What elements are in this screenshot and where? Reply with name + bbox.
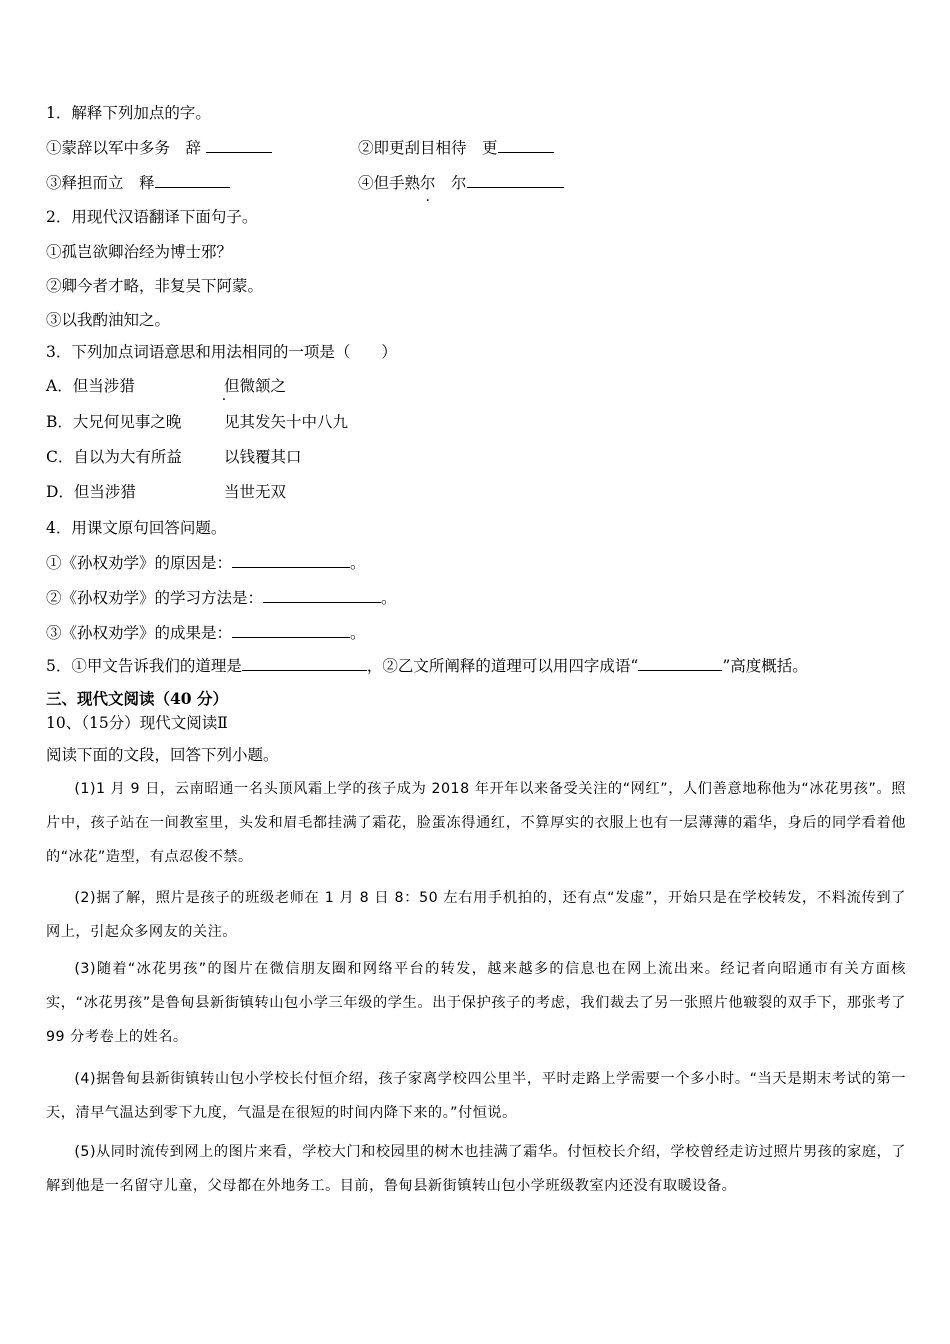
q3-option-c[interactable]: C．自以为大有所益 xyxy=(46,448,182,466)
article-paragraph-4: (4)据鲁甸县新街镇转山包小学校长付恒介绍，孩子家离学校四公里半，平时走路上学需要一个多小时。“当天是期末考试的第一天，清早气温达到零下九度，气温是在很短的时间内降下来的。”付恒说。 xyxy=(46,1071,906,1121)
q3-title: 3．下列加点词语意思和用法相同的一项是（ ） xyxy=(46,343,397,361)
answer-blank[interactable] xyxy=(263,587,381,603)
q2-title: 2．用现代汉语翻译下面句子。 xyxy=(46,208,258,226)
q1-item-4-pre: ④但手熟 xyxy=(358,174,421,192)
q5-post: ”高度概括。 xyxy=(722,657,808,675)
q4-item-2 xyxy=(46,587,397,608)
question-10-title: 10、（15分）现代文阅读Ⅱ xyxy=(46,714,228,732)
q3-option-a[interactable]: A．但当涉猎 xyxy=(46,377,135,395)
q4-item-1-text: ①《孙权劝学》的原因是： xyxy=(46,554,233,572)
q4-item-3 xyxy=(46,622,366,643)
q2-item-2: ②卿今者才略，非复吴下阿蒙。 xyxy=(46,277,264,295)
q5-mid: ，②乙文所阐释的道理可以用四字成语“ xyxy=(366,657,639,675)
section-heading: 三、现代文阅读（40 分） xyxy=(46,689,228,708)
answer-blank[interactable] xyxy=(498,137,554,153)
q3-option-d[interactable]: D．但当涉猎 xyxy=(46,483,136,501)
answer-blank[interactable] xyxy=(242,655,367,671)
q3-option-b-right: 见其发矢十中八九 xyxy=(224,413,349,431)
q4-title: 4．用课文原句回答问题。 xyxy=(46,519,227,537)
q3-option-a-right xyxy=(224,376,286,396)
q5 xyxy=(46,655,808,676)
q4-item-3-text: ③《孙权劝学》的成果是： xyxy=(46,624,233,642)
reading-instruction: 阅读下面的文段，回答下列小题。 xyxy=(46,746,279,764)
q1-item-1 xyxy=(46,137,272,158)
q4-item-3-end: 。 xyxy=(350,624,366,642)
answer-blank[interactable] xyxy=(155,172,230,188)
q4-item-1-end: 。 xyxy=(350,554,366,572)
q1-item-4-dotted: 尔 xyxy=(420,174,436,192)
q1-item-3 xyxy=(46,172,230,193)
q2-item-3: ③以我酌油知之。 xyxy=(46,311,171,329)
answer-blank[interactable] xyxy=(638,655,722,671)
article-paragraph-1: (1)1 月 9 日，云南昭通一名头顶风霜上学的孩子成为 2018 年开年以来备受关注的“网红”，人们善意地称他为“冰花男孩”。照片中，孩子站在一间教室里，头发和眉毛都挂满了霜花，脸蛋冻得通红，不算厚实的衣服上也有一层薄薄的霜华，身后的同学看着他的“冰花”造型，有点忍俊不禁。 xyxy=(46,781,906,865)
q5-pre: 5．①甲文告诉我们的道理是 xyxy=(46,657,242,675)
article-paragraph-2: (2)据了解，照片是孩子的班级老师在 1 月 8 日 8：50 左右用手机拍的，还有点“发虚”，开始只是在学校转发，不料流传到了网上，引起众多网友的关注。 xyxy=(46,890,906,940)
q3-option-d-right: 当世无双 xyxy=(224,483,287,501)
q1-title: 1．解释下列加点的字。 xyxy=(46,104,211,122)
q1-item-4-post: 尔 xyxy=(435,174,467,192)
article-paragraph-5: (5)从同时流传到网上的图片来看，学校大门和校园里的树木也挂满了霜华。付恒校长介绍，学校曾经走访过照片男孩的家庭，了解到他是一名留守儿童，父母都在外地务工。目前，鲁甸县新街镇转山包小学班级教室内还没有取暖设备。 xyxy=(46,1144,906,1194)
answer-blank[interactable] xyxy=(232,622,350,638)
answer-blank[interactable] xyxy=(467,172,564,188)
q4-item-2-text: ②《孙权劝学》的学习方法是： xyxy=(46,589,264,607)
q3-option-b[interactable]: B．大兄何见事之晚 xyxy=(46,413,182,431)
article-paragraph-3: (3)随着“冰花男孩”的图片在微信朋友圈和网络平台的转发，越来越多的信息也在网上流出来。经记者向昭通市有关方面核实，“冰花男孩”是鲁甸县新街镇转山包小学三年级的学生。出于保护孩子的考虑，我们裁去了另一张照片他皲裂的双手下，那张考了 99 分考卷上的姓名。 xyxy=(46,961,906,1045)
q2-item-1: ①孤岂欲卿治经为博士邪？ xyxy=(46,243,233,261)
q1-item-4 xyxy=(358,172,564,193)
q1-item-3-text: ③释担而立 释 xyxy=(46,174,155,192)
q3-option-c-right: 以钱覆其口 xyxy=(224,448,302,466)
q1-item-1-text: ①蒙辞以军中多务 辞 xyxy=(46,139,206,157)
q1-item-2-text: ②即更刮目相待 更 xyxy=(358,139,498,157)
q4-item-1 xyxy=(46,552,366,573)
q3-option-a-right-text: 但微颔之 xyxy=(224,377,287,395)
answer-blank[interactable] xyxy=(206,137,272,153)
answer-blank[interactable] xyxy=(232,552,350,568)
q1-item-2 xyxy=(358,137,554,158)
q4-item-2-end: 。 xyxy=(381,589,397,607)
